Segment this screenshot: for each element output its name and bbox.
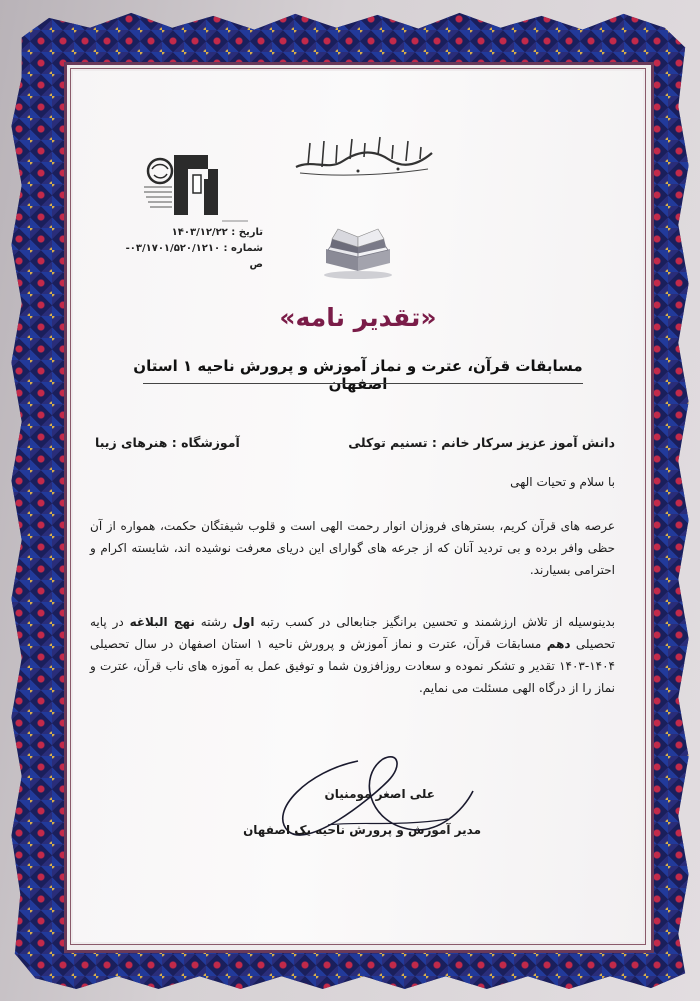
number-line: شماره : ۰۳/۱۷۰۱/۵۲۰/۱۲۱۰-ص xyxy=(125,243,263,270)
competition-title: مسابقات قرآن، عترت و نماز آموزش و پرورش ناحیه ۱ استان اصفهان xyxy=(133,357,583,393)
field-highlight: نهج البلاغه xyxy=(129,615,195,629)
award-title: «تقدیر نامه» xyxy=(279,303,437,332)
handwritten-signature xyxy=(248,741,478,861)
rank-highlight: اول xyxy=(232,615,255,629)
para2-part-b: رشته xyxy=(194,615,233,629)
school-name: آموزشگاه : هنرهای زیبا xyxy=(95,435,240,450)
certificate-paper xyxy=(73,71,643,942)
body-paragraph-1: عرصه های قرآن کریم، بسترهای فروزان انوار رحمت الهی است و قلوب شیفتگان حکمت، همواره از آن حظی وافر برده و بی تردید آنان که از جرعه های گوارای این دریای معرفت نوشیده اند، شایسته اکرام و احترامی بسیارند. xyxy=(90,519,615,577)
grade-highlight: دهم xyxy=(546,637,571,651)
ministry-emblem xyxy=(138,149,253,234)
student-name: دانش آموز عزیز سرکار خانم : تسنیم توکلی xyxy=(348,435,615,450)
quran-book-icon xyxy=(318,221,398,281)
signer-name: علی اصغر مومنیان xyxy=(324,787,435,801)
reference-block xyxy=(113,225,263,273)
bismillah-calligraphy xyxy=(288,129,438,179)
para2-part-a: بدینوسیله از تلاش ارزشمند و تحسین برانگیز جنابعالی در کسب رتبه xyxy=(254,615,615,629)
signer-title: مدیر آموزش و پرورش ناحیه یک اصفهان xyxy=(243,823,481,837)
date-line: تاریخ : ۱۴۰۳/۱۲/۲۲ xyxy=(171,227,263,238)
recipient-row xyxy=(95,435,615,450)
body-paragraph-2 xyxy=(90,611,615,699)
para2-part-d: مسابقات قرآن، عترت و نماز آموزش و پرورش ناحیه ۱ استان اصفهان در سال تحصیلی ۱۴۰۴-۱۴۰۳ تقدیر و تشکر نموده و سعادت روزافزون شما و توفیق عمل به آموزه های ناب قرآن، عترت و نماز را از درگاه الهی مسئلت می نمایم. xyxy=(90,637,615,695)
title-underline xyxy=(143,383,583,384)
para2-part-c: در پایه تحصیلی xyxy=(90,615,615,651)
salutation: با سلام و تحیات الهی xyxy=(510,475,615,489)
